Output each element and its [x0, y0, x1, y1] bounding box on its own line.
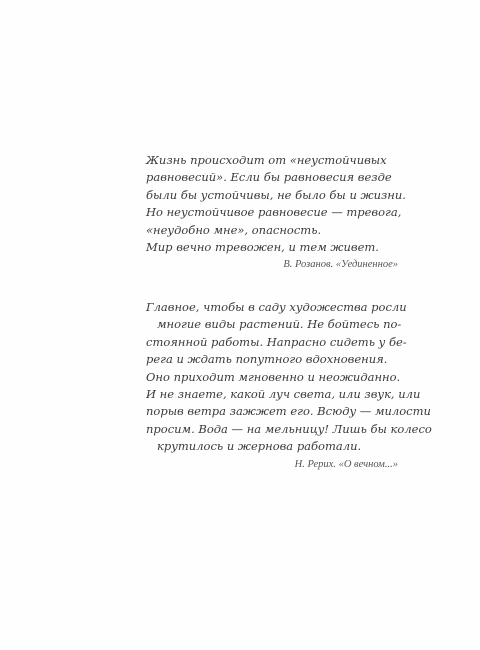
epigraph-rozanov	[146, 152, 406, 273]
epigraph-line: просим. Вода — на мельницу! Лишь бы колесо	[146, 421, 432, 436]
epigraph-line: рега и ждать попутного вдохновения.	[146, 352, 388, 367]
epigraph-source: Н. Рерих. «О вечном...»	[294, 458, 398, 470]
epigraph-rerikh	[146, 299, 432, 473]
epigraph-line: равновесий». Если бы равновесия везде	[146, 170, 392, 185]
epigraph-line: Мир вечно тревожен, и тем живет.	[146, 240, 379, 255]
epigraph-line: Но неустойчивое равновесие — тревога,	[146, 205, 402, 220]
epigraph-source: В. Розанов. «Уединенное»	[283, 259, 398, 271]
epigraph-line: порыв ветра зажжет его. Всюду — милости	[146, 404, 431, 419]
epigraph-line: Оно приходит мгновенно и неожиданно.	[146, 369, 401, 384]
epigraph-line: многие виды растений. Не бойтесь по-	[157, 317, 402, 332]
epigraph-line: крутилось и жернова работали.	[157, 439, 362, 454]
epigraph-line: были бы устойчивы, не было бы и жизни.	[146, 187, 406, 202]
epigraph-line: стоянной работы. Напрасно сидеть у бе-	[146, 334, 407, 349]
epigraph-line: Главное, чтобы в саду художества росли	[146, 300, 407, 314]
epigraph-line: «неудобно мне», опасность.	[146, 222, 322, 237]
epigraph-line: И не знаете, какой луч света, или звук, или	[146, 387, 421, 402]
epigraph-line: Жизнь происходит от «неустойчивых	[146, 153, 387, 167]
